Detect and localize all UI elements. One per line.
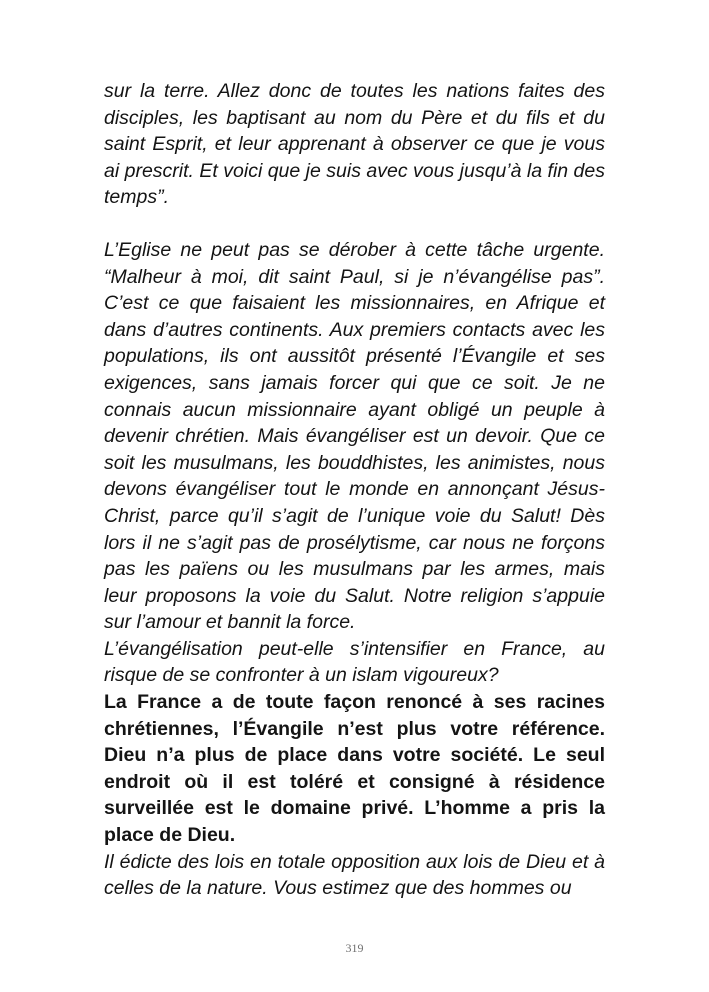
paragraph-answer: La France a de toute façon renoncé à ses racines chrétiennes, l’Évangile n’est plus votre référence. Dieu n’a plus de place dans votre société. Le seul endroit où il est toléré et consigné à résidence surveillée est le domaine privé. L’homme a pris la place de Dieu. (104, 691, 605, 847)
paragraph-question: L’évangélisation peut-elle s’intensifier en France, au risque de se confronter à un islam vigoureux? (104, 637, 605, 687)
page-body (104, 78, 605, 902)
paragraph-evangelization-duty: L’Eglise ne peut pas se dérober à cette tâche urgente. “Malheur à moi, dit saint Paul, si je n’évangélise pas”. C’est ce que faisaient les missionnaires, en Afrique et dans d’autres continents. Aux premiers contacts avec les populations, ils ont aussitôt présenté l’Évangile et ses exigences, sans jamais forcer qui que ce soit. Je ne connais aucun missionnaire ayant obligé un peuple à devenir chrétien. Mais évangéliser est un devoir. Que ce soit les musulmans, les bouddhistes, les animistes, nous devons évangéliser tout le monde en annonçant Jésus-Christ, parce qu’il s’agit de l’unique voie du Salut! Dès lors il ne s’agit pas de prosélytisme, car nous ne forçons pas les païens ou les musulmans par les armes, mais leur proposons la voie du Salut. Notre religion s’appuie sur l’amour et bannit la force. (104, 238, 605, 634)
paragraph-bible-quote: sur la terre. Allez donc de toutes les nations faites des disciples, les baptisant au nom du Père et du fils et du saint Esprit, et leur apprenant à observer ce que je vous ai prescrit. Et voici que je suis avec vous jusqu’à la fin des temps”. (104, 80, 605, 209)
paragraph-laws: Il édicte des lois en totale opposition aux lois de Dieu et à celles de la nature. Vous estimez que des hommes ou (104, 850, 605, 900)
page-number: 319 (345, 941, 364, 955)
